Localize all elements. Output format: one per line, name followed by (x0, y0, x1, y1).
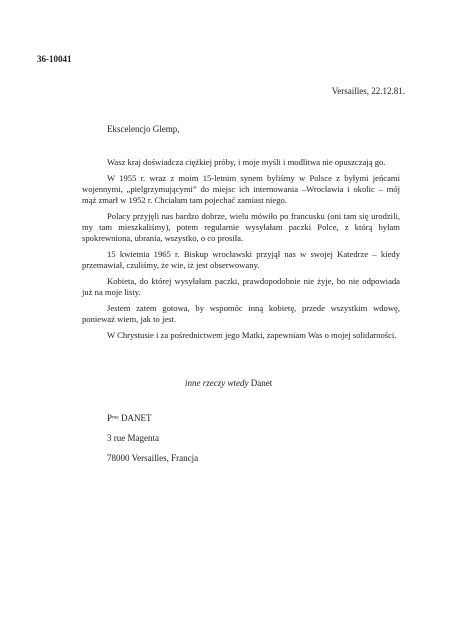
paragraph: Jestem zatem gotowa, by wspomóc inną kobietę, przede wszystkim wdowę, ponieważ wiem, jak to jest. (82, 303, 400, 324)
paragraph: 15 kwietnia 1965 r. Biskup wrocławski przyjął nas w swojej Katedrze – kiedy przemawiał, czuliśmy, że wie, iż jest obserwowany. (82, 249, 400, 270)
place-date: Versailles, 22.12.81. (331, 86, 405, 96)
paragraph: Wasz kraj doświadcza ciężkiej próby, i moje myśli i modlitwa nie opuszczają go. (107, 157, 386, 167)
address-street: 3 rue Magenta (107, 433, 159, 443)
sender-address (107, 408, 198, 468)
paragraph: W 1955 r. wraz z moim 15-letnim synem byliśmy w Polsce z byłymi jeńcami wojennymi, „pielgrzymującymi” do miejsc ich internowania –Wrocławia i okolic – mój mąż zmarł w 1952 r. Chciałam tam pojechać zamiast niego. (82, 173, 400, 205)
address-name: Pᵐᵉ DANET (107, 413, 152, 423)
signature-illegible: inne rzeczy wtedy (185, 378, 249, 388)
paragraph: W Chrystusie i za pośrednictwem jego Matki, zapewniam Was o mojej solidarności. (107, 330, 397, 340)
salutation: Ekscelencjo Glemp, (107, 124, 180, 134)
letter-body (82, 157, 400, 346)
paragraph: Kobieta, do której wysyłałam paczki, prawdopodobnie nie żyje, bo nie odpowiada już na moje listy. (82, 276, 400, 297)
document-id: 36-10041 (37, 54, 72, 64)
paragraph: Polacy przyjęli nas bardzo dobrze, wielu mówiło po francusku (oni tam się urodzili, my tam mieszkaliśmy), potem regularnie wysyłałam paczki Polce, z którą byłam spokrewniona, ubrania, wszystko, o co prosiła. (82, 211, 400, 243)
signature-line (185, 378, 272, 388)
signature-name: Danet (250, 378, 273, 388)
address-city: 78000 Versailles, Francja (107, 453, 199, 463)
